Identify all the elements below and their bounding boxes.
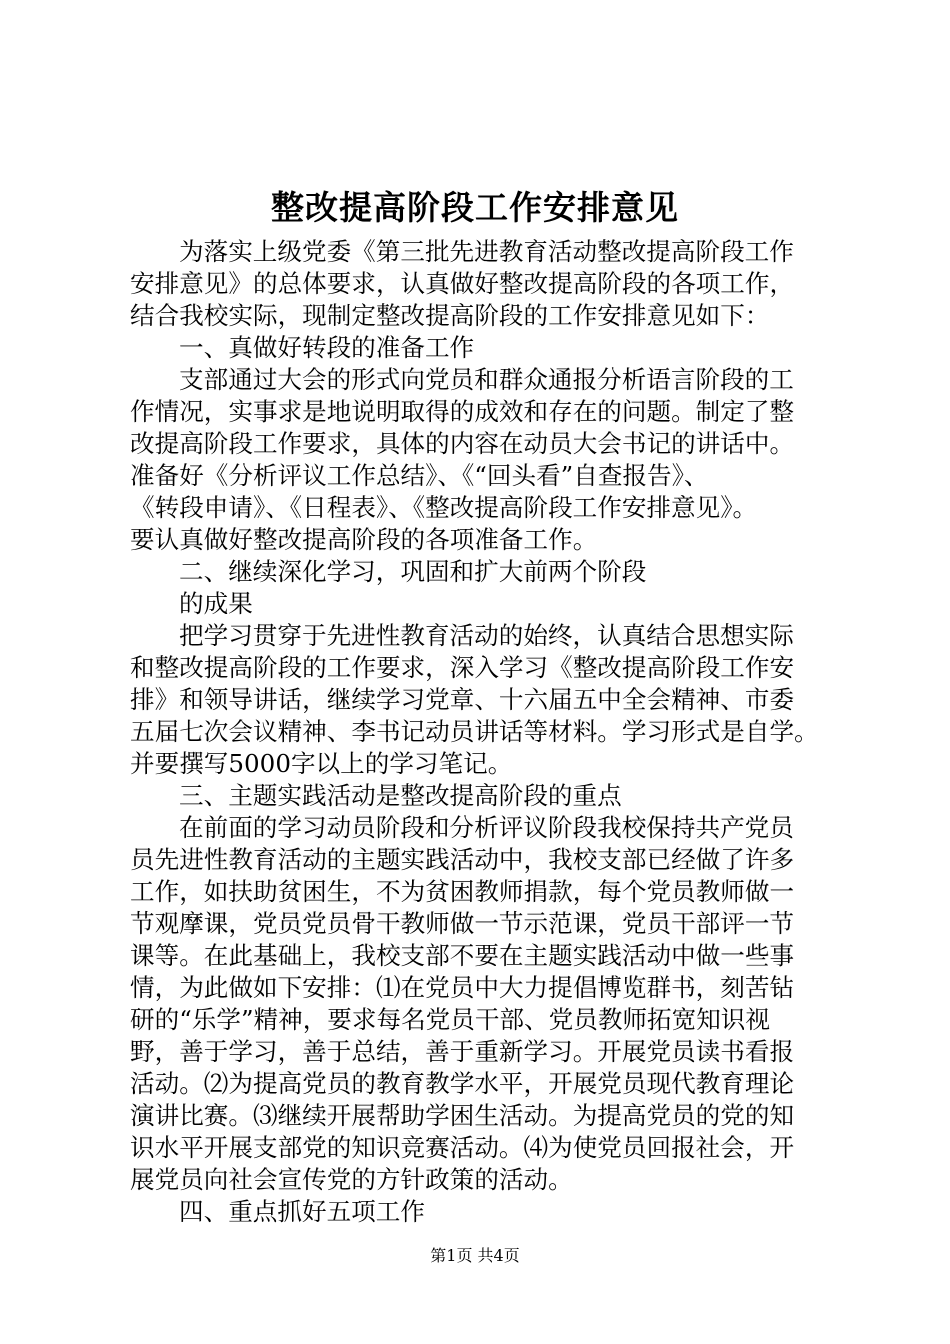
paragraph-line: 识水平开展支部党的知识竞赛活动。⑷为使党员回报社会，开 <box>130 1133 795 1162</box>
paragraph-line: 员先进性教育活动的主题实践活动中，我校支部已经做了许多 <box>130 845 795 874</box>
paragraph-line: 《转段申请》、《日程表》、《整改提高阶段工作安排意见》。 <box>130 493 758 522</box>
paragraph-line: 准备好《分析评议工作总结》、《“回头看”自查报告》、 <box>130 461 709 490</box>
paragraph-line: 排》和领导讲话，继续学习党章、十六届五中全会精神、市委 <box>130 685 795 714</box>
paragraph-line: 展党员向社会宣传党的方针政策的活动。 <box>130 1165 573 1194</box>
section-heading: 三、主题实践活动是整改提高阶段的重点 <box>179 781 622 810</box>
paragraph-line: 改提高阶段工作要求，具体的内容在动员大会书记的讲话中。 <box>130 429 795 458</box>
paragraph-line: 工作，如扶助贫困生，不为贫困教师捐款，每个党员教师做一 <box>130 877 795 906</box>
paragraph-line: 情，为此做如下安排：⑴在党员中大力提倡博览群书，刻苦钻 <box>130 973 795 1002</box>
paragraph-line: 节观摩课，党员党员骨干教师做一节示范课，党员干部评一节 <box>130 909 795 938</box>
paragraph-line: 安排意见》的总体要求，认真做好整改提高阶段的各项工作， <box>130 269 795 298</box>
paragraph-line: 把学习贯穿于先进性教育活动的始终，认真结合思想实际 <box>179 621 794 650</box>
paragraph-line: 和整改提高阶段的工作要求，深入学习《整改提高阶段工作安 <box>130 653 795 682</box>
section-heading: 二、继续深化学习，巩固和扩大前两个阶段 <box>179 557 647 586</box>
paragraph-line: 作情况，实事求是地说明取得的成效和存在的问题。制定了整 <box>130 397 795 426</box>
document-body <box>130 236 870 1228</box>
paragraph-line: 在前面的学习动员阶段和分析评议阶段我校保持共产党员 <box>179 813 794 842</box>
paragraph-line: 野，善于学习，善于总结，善于重新学习。开展党员读书看报 <box>130 1037 795 1066</box>
section-heading: 的成果 <box>179 589 253 618</box>
section-heading: 一、真做好转段的准备工作 <box>179 333 475 362</box>
page-number-footer: 第1页 共4页 <box>430 1246 520 1265</box>
paragraph-line: 结合我校实际，现制定整改提高阶段的工作安排意见如下： <box>130 301 770 330</box>
paragraph-line: 要认真做好整改提高阶段的各项准备工作。 <box>130 525 598 554</box>
section-heading: 四、重点抓好五项工作 <box>179 1197 425 1226</box>
document-title: 整改提高阶段工作安排意见 <box>271 188 679 227</box>
paragraph-line: 支部通过大会的形式向党员和群众通报分析语言阶段的工 <box>179 365 794 394</box>
paragraph-line: 研的“乐学”精神，要求每名党员干部、党员教师拓宽知识视 <box>130 1005 770 1034</box>
paragraph-line: 五届七次会议精神、李书记动员讲话等材料。学习形式是自学。 <box>130 717 819 746</box>
paragraph-line: 演讲比赛。⑶继续开展帮助学困生活动。为提高党员的党的知 <box>130 1101 795 1130</box>
paragraph-line: 并要撰写5000字以上的学习笔记。 <box>130 749 513 778</box>
paragraph-line: 课等。在此基础上，我校支部不要在主题实践活动中做一些事 <box>130 941 795 970</box>
paragraph-line: 活动。⑵为提高党员的教育教学水平，开展党员现代教育理论 <box>130 1069 795 1098</box>
paragraph-line: 为落实上级党委《第三批先进教育活动整改提高阶段工作 <box>179 237 794 266</box>
